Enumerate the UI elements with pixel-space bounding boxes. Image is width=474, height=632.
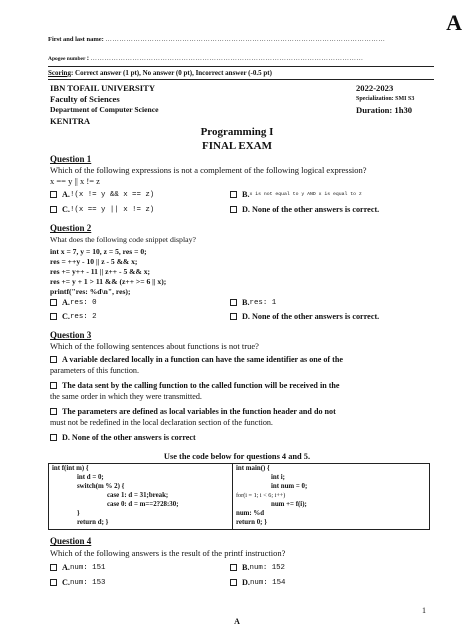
option-letter: A. (62, 563, 70, 572)
q4-heading: Question 4 (50, 536, 92, 546)
q3-option-d[interactable] (50, 433, 196, 442)
option-text: num: 152 (249, 563, 285, 572)
q4-option-b[interactable] (230, 563, 285, 572)
code-left-line: } (77, 510, 80, 517)
option-letter: D. (242, 578, 250, 587)
name-field[interactable] (48, 36, 385, 43)
q2-option-a[interactable] (50, 298, 97, 307)
scoring-text: : Correct answer (1 pt), No answer (0 pt), Incorrect answer (-0.5 pt) (70, 69, 272, 77)
q2-code-line: res = ++y - 10 || z - 5 && x; (50, 257, 138, 266)
code-table-divider (232, 464, 233, 529)
q4-option-a[interactable] (50, 563, 105, 572)
code-right-line: return 0; } (236, 519, 267, 526)
option-text: num: 151 (69, 563, 106, 572)
option-text: None of the other answers is correct (71, 433, 196, 442)
option-text: num: 154 (249, 578, 286, 587)
q1-text: Which of the following expressions is not a complement of the following logical expression? (50, 165, 367, 175)
q1-option-d[interactable] (230, 205, 379, 214)
q4-option-c[interactable] (50, 578, 105, 587)
checkbox-icon[interactable] (50, 299, 57, 306)
q2-code-line: res += y++ - 11 || z++ - 5 && x; (50, 267, 151, 276)
option-letter: D. (62, 433, 70, 442)
exam-title: FINAL EXAM (202, 140, 272, 152)
q3-option-a[interactable] (50, 355, 343, 364)
q3-option-b[interactable] (50, 381, 340, 390)
page-number: 1 (422, 606, 426, 615)
checkbox-icon[interactable] (50, 191, 57, 198)
q1-expression: x == y || x != z (50, 176, 100, 186)
option-text: res: 2 (69, 312, 97, 321)
checkbox-icon[interactable] (230, 299, 237, 306)
code-left-line: case 1: d = 31;break; (107, 492, 169, 499)
name-dots: ………………………………………………………………………………………………………… (105, 36, 386, 43)
q2-code-line: res += y + 1 > 11 && (z++ >= 6 || x); (50, 277, 167, 286)
checkbox-icon[interactable] (50, 408, 57, 415)
checkbox-icon[interactable] (230, 579, 237, 586)
code-left-line: int d = 0; (77, 474, 104, 481)
apogee-colon: : (86, 54, 90, 62)
option-letter: D. (242, 312, 250, 321)
code-right-line: for(i = 1; i < 6; i++) (236, 492, 286, 499)
course-title: Programming I (200, 126, 274, 138)
option-letter: C. (62, 312, 70, 321)
checkbox-icon[interactable] (50, 356, 57, 363)
apogee-dots: ……………………………………………………………………………………………………… (90, 55, 364, 62)
apogee-field[interactable] (48, 54, 363, 62)
code-table (48, 463, 430, 530)
duration: Duration: 1h30 (356, 105, 413, 115)
q2-code-line: printf("res: %d\n", res); (50, 287, 131, 296)
checkbox-icon[interactable] (50, 579, 57, 586)
option-letter: B. (242, 190, 250, 199)
scoring-line (48, 69, 272, 77)
code-caption: Use the code below for questions 4 and 5. (163, 452, 311, 461)
option-letter: A. (62, 190, 70, 199)
name-label: First and last name: (48, 36, 104, 43)
exam-version-letter: A (446, 10, 462, 35)
code-right-line: int i; (271, 474, 285, 481)
q1-option-a[interactable] (50, 190, 154, 199)
option-text: None of the other answers is correct. (251, 205, 380, 214)
q4-option-d[interactable] (230, 578, 285, 587)
q1-option-c[interactable] (50, 205, 154, 214)
option-text: !(x == y || x != z) (69, 205, 155, 214)
q2-option-b[interactable] (230, 298, 276, 307)
option-letter: B. (242, 563, 250, 572)
apogee-label: Apogee number (48, 56, 86, 62)
code-left-line: switch(m % 2) { (77, 483, 125, 490)
checkbox-icon[interactable] (230, 191, 237, 198)
department-name: Department of Computer Science (50, 105, 159, 114)
checkbox-icon[interactable] (50, 206, 57, 213)
option-text: res: 0 (69, 298, 97, 307)
specialization: Specialization: SMI S3 (356, 96, 415, 102)
option-letter: C. (62, 578, 70, 587)
option-text: None of the other answers is correct. (251, 312, 380, 321)
option-text: res: 1 (249, 298, 277, 307)
q2-code-line: int x = 7, y = 10, z = 5, res = 0; (50, 247, 147, 256)
option-text: x is not equal to y AND x is equal to z (249, 192, 362, 197)
checkbox-icon[interactable] (50, 382, 57, 389)
code-left-line: case 0: d = m==2?28:30; (107, 501, 179, 508)
q3-option-a-continued: parameters of this function. (50, 366, 140, 375)
code-left-line: return d; } (77, 519, 109, 526)
option-letter: B. (242, 298, 250, 307)
q3-text: Which of the following sentences about functions is not true? (50, 341, 259, 351)
checkbox-icon[interactable] (230, 313, 237, 320)
q2-option-c[interactable] (50, 312, 97, 321)
q2-text: What does the following code snippet display? (50, 235, 196, 244)
code-right-line: int num = 0; (271, 483, 308, 490)
checkbox-icon[interactable] (50, 313, 57, 320)
academic-year: 2022-2023 (356, 83, 394, 93)
q3-option-c-continued: must not be redefined in the local declaration section of the function. (50, 418, 273, 427)
q1-option-b[interactable] (230, 190, 362, 199)
code-right-line: num += f(i); (271, 501, 307, 508)
q3-heading: Question 3 (50, 330, 92, 340)
faculty-name: Faculty of Sciences (50, 94, 120, 104)
top-rule (48, 66, 434, 67)
option-letter: C. (62, 205, 70, 214)
checkbox-icon[interactable] (230, 206, 237, 213)
city-name: KENITRA (50, 116, 91, 126)
q3-option-c[interactable] (50, 407, 336, 416)
code-left-line: int f(int m) { (52, 465, 89, 472)
code-right-line: int main() { (236, 465, 270, 472)
option-letter: D. (242, 205, 250, 214)
q3-option-b-continued: the same order in which they were transmitted. (50, 392, 202, 401)
university-name: IBN TOFAIL UNIVERSITY (50, 83, 156, 93)
scoring-rule (48, 79, 434, 80)
q2-option-d[interactable] (230, 312, 379, 321)
code-right-line: num: %d (236, 510, 265, 517)
option-text: A variable declared locally in a function can have the same identifier as one of the (62, 355, 343, 364)
q1-heading: Question 1 (50, 154, 92, 164)
checkbox-icon[interactable] (50, 434, 57, 441)
footer-version-letter: A (234, 617, 240, 626)
option-text: The parameters are defined as local variables in the function header and do not (62, 407, 336, 416)
q4-text: Which of the following answers is the result of the printf instruction? (50, 548, 286, 558)
option-text: The data sent by the calling function to the called function will be received in the (62, 381, 340, 390)
option-letter: A. (62, 298, 70, 307)
q2-heading: Question 2 (50, 223, 92, 233)
checkbox-icon[interactable] (50, 564, 57, 571)
option-text: num: 153 (69, 578, 106, 587)
checkbox-icon[interactable] (230, 564, 237, 571)
scoring-label: Scoring (48, 69, 71, 77)
option-text: !(x != y && x == z) (69, 190, 155, 199)
